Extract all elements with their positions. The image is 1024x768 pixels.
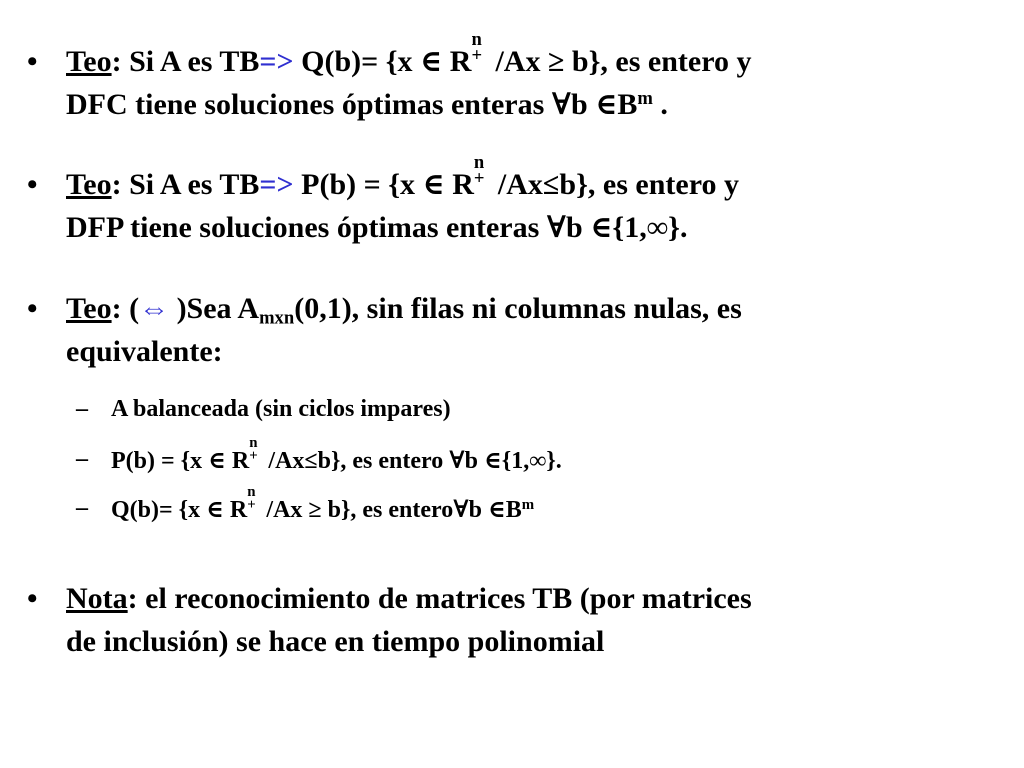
bullet-icon: • bbox=[27, 45, 38, 78]
subscript: mxn bbox=[259, 307, 295, 329]
text-fragment: DFP tiene soluciones óptimas enteras ∀b ∈{1,∞}. bbox=[66, 211, 688, 244]
text-fragment: Q(b)= {x bbox=[293, 45, 421, 78]
line-2 bbox=[66, 330, 996, 373]
text-fragment: )Sea A bbox=[169, 292, 260, 325]
element-of-symbol: ∈ bbox=[420, 45, 443, 78]
theorem-label: Teo bbox=[66, 292, 112, 325]
implies-arrow: => bbox=[259, 45, 294, 78]
superscript: m bbox=[637, 87, 653, 109]
bullet-text bbox=[66, 287, 996, 373]
sub-item-text: A balanceada (sin ciclos impares) bbox=[111, 396, 451, 422]
sub-item-text bbox=[111, 484, 535, 525]
text-fragment: . bbox=[652, 88, 668, 121]
iff-arrow: ⇔ bbox=[139, 292, 170, 325]
element-of-symbol: ∈ bbox=[422, 168, 445, 201]
text-fragment: /Ax ≥ b}, es entero∀b ∈B bbox=[260, 497, 522, 523]
implies-arrow: => bbox=[259, 168, 294, 201]
text-fragment: equivalente: bbox=[66, 335, 223, 368]
bullet-text bbox=[66, 577, 996, 663]
superscript: m bbox=[521, 496, 535, 513]
bullet-icon: • bbox=[27, 292, 38, 325]
line-1 bbox=[66, 577, 996, 620]
superscript-subscript: n + bbox=[247, 484, 256, 513]
sub-item-text bbox=[111, 435, 562, 476]
line-1 bbox=[66, 152, 996, 206]
dash-icon: – bbox=[76, 495, 88, 521]
text-fragment: de inclusión) se hace en tiempo polinomial bbox=[66, 625, 605, 658]
text-fragment: /Ax≤b}, es entero ∀b ∈{1,∞}. bbox=[262, 448, 562, 474]
text-fragment: P(b) = {x ∈ R bbox=[111, 448, 250, 474]
line-2 bbox=[66, 206, 996, 249]
text-fragment: /Ax≤b}, es entero y bbox=[490, 168, 739, 201]
line-1 bbox=[66, 287, 996, 330]
text-fragment: : Si A es TB bbox=[111, 45, 260, 78]
text-fragment: R bbox=[444, 168, 474, 201]
text-fragment: Q(b)= {x ∈ R bbox=[111, 497, 248, 523]
dash-icon: – bbox=[76, 396, 88, 422]
dash-icon: – bbox=[76, 446, 88, 472]
superscript-subscript: n + bbox=[249, 435, 258, 464]
text-fragment: : Si A es TB bbox=[111, 168, 260, 201]
superscript-subscript: n + bbox=[473, 152, 485, 189]
text-fragment: R bbox=[442, 45, 472, 78]
text-fragment: : el reconocimiento de matrices TB (por matrices bbox=[127, 582, 752, 615]
bullet-icon: • bbox=[27, 168, 38, 201]
line-1 bbox=[66, 29, 996, 83]
theorem-label: Teo bbox=[66, 168, 112, 201]
text-fragment: (0,1), sin filas ni columnas nulas, es bbox=[294, 292, 742, 325]
note-label: Nota bbox=[66, 582, 128, 615]
bullet-text bbox=[66, 152, 996, 249]
bullet-text bbox=[66, 29, 996, 126]
text-fragment: : ( bbox=[111, 292, 140, 325]
text-fragment: /Ax ≥ b}, es entero y bbox=[487, 45, 752, 78]
superscript-subscript: n + bbox=[471, 29, 483, 66]
text-fragment: DFC tiene soluciones óptimas enteras ∀b ∈B bbox=[66, 88, 638, 121]
bullet-icon: • bbox=[27, 582, 38, 615]
line-2 bbox=[66, 83, 996, 126]
line-2 bbox=[66, 620, 996, 663]
text-fragment: P(b) = {x bbox=[293, 168, 423, 201]
theorem-label: Teo bbox=[66, 45, 112, 78]
